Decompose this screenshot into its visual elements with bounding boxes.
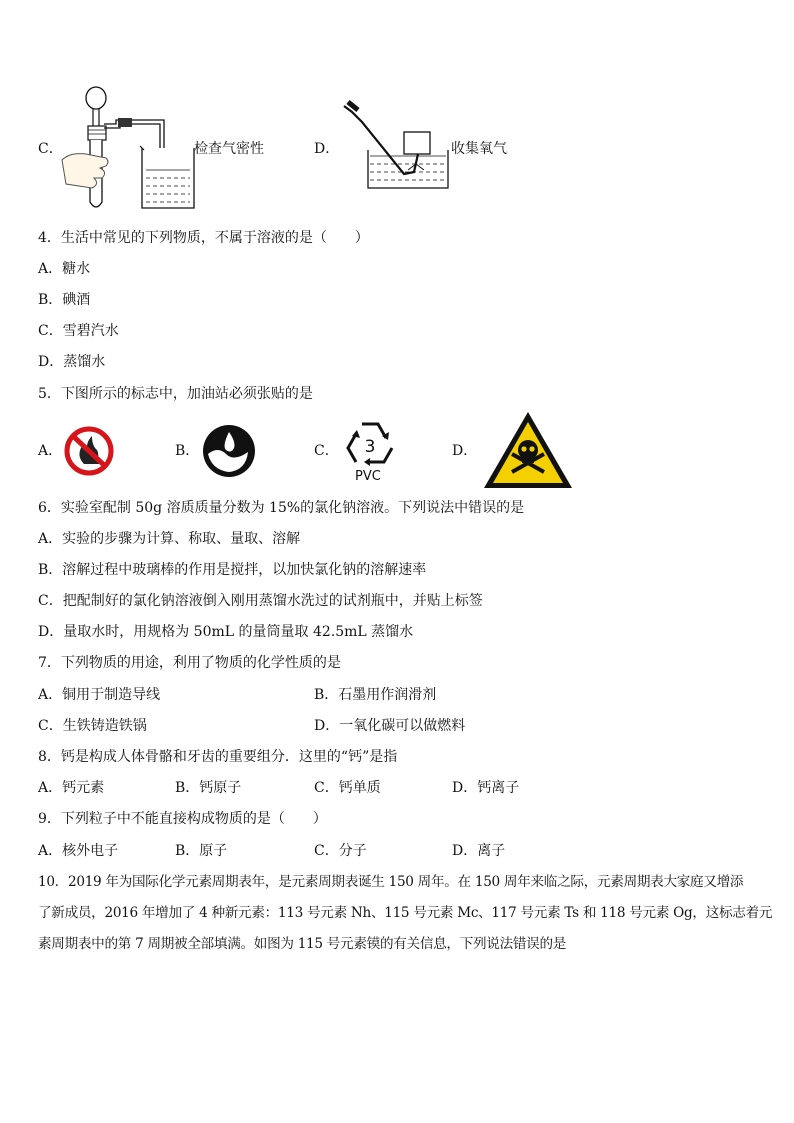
toxic-warning-sign-icon — [482, 410, 574, 490]
q3-option-d-letter: D． — [314, 141, 340, 157]
q9-option-d: D．离子 — [452, 843, 506, 859]
q5-option-b-letter: B． — [175, 443, 200, 459]
q7-stem: 7．下列物质的用途，利用了物质的化学性质的是 — [38, 655, 341, 671]
q5-option-d-letter: D． — [452, 443, 478, 459]
q4-option-a: A．糖水 — [38, 261, 91, 277]
q7-option-d: D．一氧化碳可以做燃料 — [314, 718, 466, 734]
q8-option-a: A．钙元素 — [38, 780, 105, 796]
q10-stem-line1: 10．2019 年为国际化学元素周期表年，是元素周期表诞生 150 周年。在 150 周年来临之际，元素周期表大家庭又增添 — [38, 874, 744, 890]
q9-option-b: B．原子 — [175, 843, 228, 859]
q5-option-c-letter: C． — [314, 443, 339, 459]
q10-stem-line3: 素周期表中的第 7 周期被全部填满。如图为 115 号元素镆的有关信息，下列说法错误的是 — [38, 936, 567, 952]
q4-option-b: B．碘酒 — [38, 292, 91, 308]
q3-option-c-letter: C． — [38, 141, 63, 157]
q8-option-c: C．钙单质 — [314, 780, 381, 796]
no-fire-sign-icon — [64, 426, 114, 476]
recycle-pvc-label: PVC — [355, 469, 381, 484]
q8-option-b: B．钙原子 — [175, 780, 242, 796]
q6-option-b: B．溶解过程中玻璃棒的作用是搅拌，以加快氯化钠的溶解速率 — [38, 562, 427, 578]
water-saving-sign-icon — [202, 424, 256, 478]
q7-option-c: C．生铁铸造铁锅 — [38, 718, 147, 734]
q10-stem-line2: 了新成员，2016 年增加了 4 种新元素：113 号元素 Nh、115 号元素 Mc、117 号元素 Ts 和 118 号元素 Og，这标志着元 — [38, 905, 773, 921]
q4-option-d: D．蒸馏水 — [38, 354, 106, 370]
q3-option-d-caption: 收集氧气 — [451, 141, 507, 157]
q9-stem: 9．下列粒子中不能直接构成物质的是（ ） — [38, 811, 327, 827]
q8-stem: 8．钙是构成人体骨骼和牙齿的重要组分．这里的“钙”是指 — [38, 749, 398, 765]
airtightness-apparatus-figure — [60, 80, 200, 215]
q4-option-c: C．雪碧汽水 — [38, 323, 119, 339]
q9-option-c: C．分子 — [314, 843, 367, 859]
q5-stem: 5．下图所示的标志中，加油站必须张贴的是 — [38, 386, 313, 402]
q6-stem: 6．实验室配制 50g 溶质质量分数为 15%的氯化钠溶液。下列说法中错误的是 — [38, 500, 525, 516]
q7-option-b: B．石墨用作润滑剂 — [314, 687, 437, 703]
recycle-pvc-icon — [340, 418, 400, 470]
q6-option-d: D．量取水时，用规格为 50mL 的量筒量取 42.5mL 蒸馏水 — [38, 624, 414, 640]
q5-option-a-letter: A． — [38, 443, 63, 459]
q6-option-a: A．实验的步骤为计算、称取、量取、溶解 — [38, 531, 301, 547]
recycle-number: 3 — [364, 437, 376, 457]
q9-option-a: A．核外电子 — [38, 843, 119, 859]
q8-option-d: D．钙离子 — [452, 780, 520, 796]
q7-option-a: A．铜用于制造导线 — [38, 687, 161, 703]
q4-stem: 4．生活中常见的下列物质，不属于溶液的是（ ） — [38, 230, 369, 246]
q3-option-c-caption: 检查气密性 — [194, 141, 264, 157]
q6-option-c: C．把配制好的氯化钠溶液倒入刚用蒸馏水洗过的试剂瓶中，并贴上标签 — [38, 593, 483, 609]
oxygen-collection-figure — [338, 100, 458, 195]
